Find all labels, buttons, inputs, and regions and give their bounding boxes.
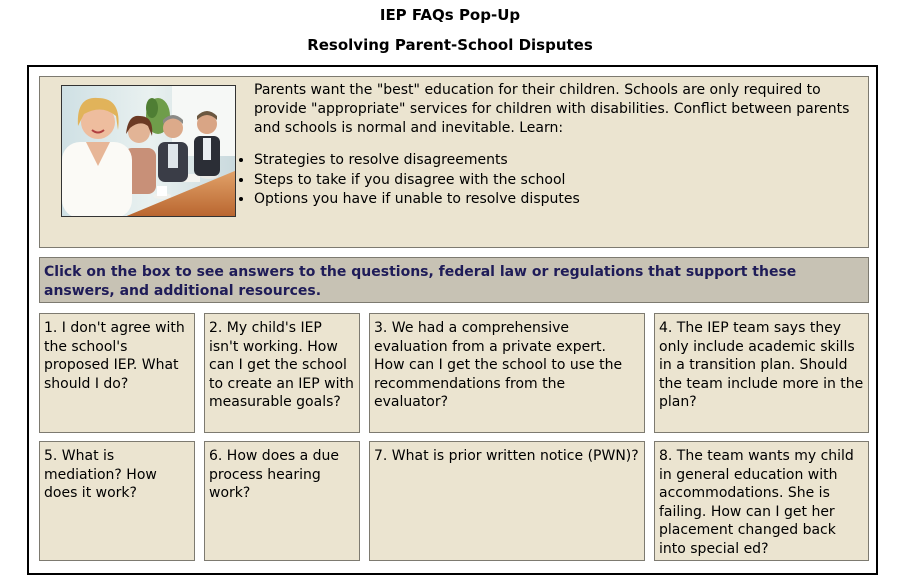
intro-panel [39, 76, 869, 248]
faq-box-5[interactable]: 5. What is mediation? How does it work? [39, 441, 195, 561]
instructions-bar: Click on the box to see answers to the questions, federal law or regulations that support these answers, and additional resources. [39, 257, 869, 303]
intro-bullet: • Options you have if unable to resolve disputes [254, 190, 580, 210]
popup-title: IEP FAQs Pop-Up [379, 6, 521, 24]
faq-box-4[interactable]: 4. The IEP team says they only include academic skills in a transition plan. Should the team include more in the plan? [654, 313, 869, 433]
faq-box-1[interactable]: 1. I don't agree with the school's proposed IEP. What should I do? [39, 313, 195, 433]
intro-bullet: • Strategies to resolve disagreements [254, 151, 580, 171]
intro-bullet: • Steps to take if you disagree with the school [254, 171, 580, 191]
faq-box-3[interactable]: 3. We had a comprehensive evaluation from a private expert. How can I get the school to use the recommendations from the evaluator? [369, 313, 645, 433]
meeting-photo [61, 85, 236, 217]
intro-paragraph: Parents want the "best" education for their children. Schools are only required to provide "appropriate" services for children with disabilities. Conflict between parents and schools is normal and inevitable. Learn: [254, 82, 850, 136]
faq-box-8[interactable]: 8. The team wants my child in general education with accommodations. She is failing. How can I get her placement changed back into special ed? [654, 441, 869, 561]
faq-box-7[interactable]: 7. What is prior written notice (PWN)? [369, 441, 645, 561]
intro-bullet-list [238, 151, 580, 210]
popup-subtitle: Resolving Parent-School Disputes [307, 36, 593, 54]
faq-box-2[interactable]: 2. My child's IEP isn't working. How can I get the school to create an IEP with measurable goals? [204, 313, 360, 433]
faq-box-6[interactable]: 6. How does a due process hearing work? [204, 441, 360, 561]
